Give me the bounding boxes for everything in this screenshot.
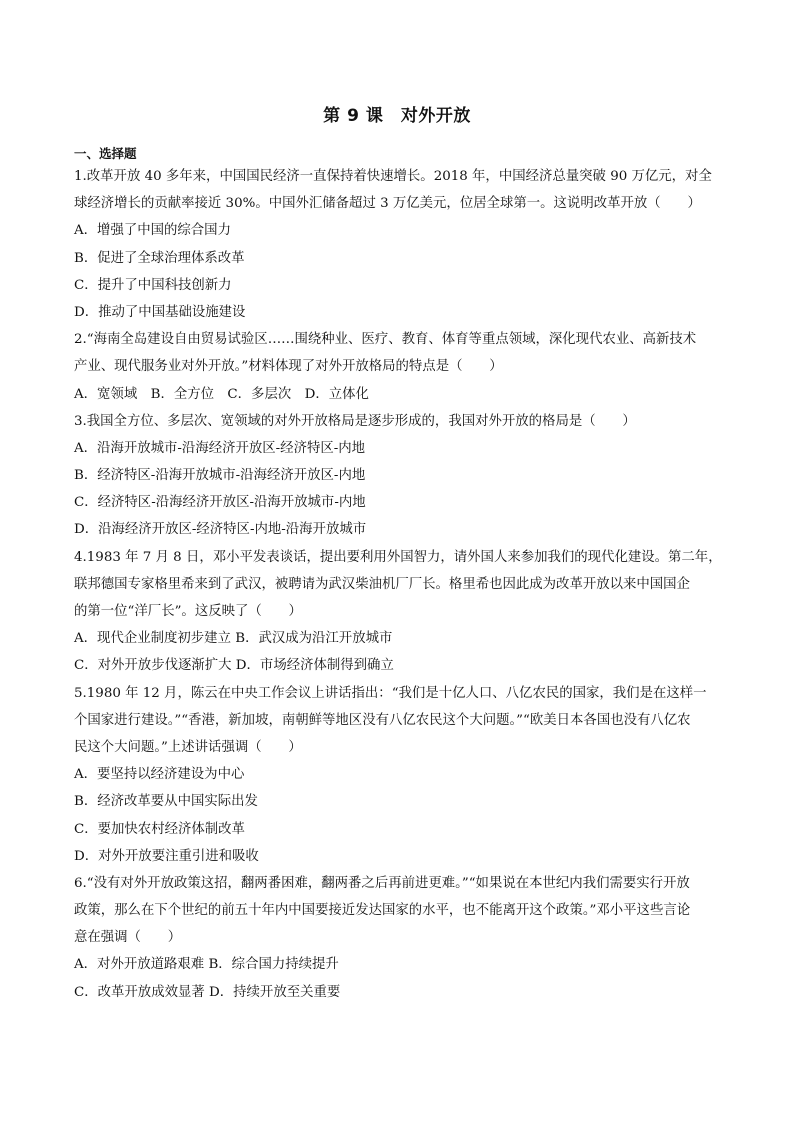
option-line: D．沿海经济开放区-经济特区-内地-沿海开放城市: [74, 522, 367, 538]
option-line: D．对外开放要注重引进和吸收: [74, 848, 259, 864]
option-line: D．推动了中国基础设施建设: [74, 304, 246, 320]
option-line: A．要坚持以经济建设为中心: [74, 767, 245, 783]
option-line: B．促进了全球治理体系改革: [74, 250, 245, 266]
option-line: A．沿海开放城市-沿海经济开放区-经济特区-内地: [74, 440, 366, 456]
option-line: A．增强了中国的综合国力: [74, 223, 231, 239]
option-line: C．提升了中国科技创新力: [74, 277, 232, 293]
question-stem-line: 2.“海南全岛建设自由贸易试验区……围绕种业、医疗、教育、体育等重点领域，深化现代农业、高新技术: [74, 332, 697, 348]
question-stem-line: 球经济增长的贡献率接近 30%。中国外汇储备超过 3 万亿美元，位居全球第一。这说明改革开放（ ）: [74, 196, 701, 212]
option-line: C．要加快农村经济体制改革: [74, 821, 245, 837]
question-stem-line: 联邦德国专家格里希来到了武汉，被聘请为武汉柴油机厂厂长。格里希也因此成为改革开放以来中国国企: [74, 576, 690, 592]
page-title: 第 9 课 对外开放: [323, 106, 471, 126]
question-stem-line: 6.“没有对外开放政策这招，翻两番困难，翻两番之后再前进更难。”“如果说在本世纪内我们需要实行开放: [74, 875, 690, 891]
question-stem-line: 政策，那么在下个世纪的前五十年内中国要接近发达国家的水平，也不能离开这个政策。”邓小平这些言论: [74, 903, 691, 919]
question-stem-line: 5.1980 年 12 月，陈云在中央工作会议上讲话指出：“我们是十亿人口、八亿农民的国家，我们是在这样一: [74, 685, 707, 701]
question-stem-line: 意在强调（ ）: [74, 930, 182, 946]
question-1: [74, 163, 724, 326]
question-stem-line: 4.1983 年 7 月 8 日，邓小平发表谈话，提出要利用外国智力，请外国人来参加我们的现代化建设。第二年，: [74, 549, 722, 565]
question-stem-line: 产业、现代服务业对外开放。”材料体现了对外开放格局的特点是（ ）: [74, 359, 503, 375]
option-line: A．现代企业制度初步建立 B．武汉成为沿江开放城市: [74, 631, 393, 647]
question-2: [74, 326, 724, 408]
option-line: A．对外开放道路艰难 B．综合国力持续提升: [74, 957, 339, 973]
option-line: C．对外开放步伐逐渐扩大 D．市场经济体制得到确立: [74, 658, 394, 674]
option-line: B．经济特区-沿海开放城市-沿海经济开放区-内地: [74, 468, 366, 484]
question-stem-line: 民这个大问题。”上述讲话强调（ ）: [74, 739, 302, 755]
option-line: B．经济改革要从中国实际出发: [74, 794, 258, 810]
option-line: C．改革开放成效显著 D．持续开放至关重要: [74, 984, 341, 1000]
question-stem-line: 个国家进行建设。”“香港，新加坡，南朝鲜等地区没有八亿农民这个大问题。”“欧美日本各国也没有八亿农: [74, 712, 691, 728]
question-3: [74, 408, 724, 544]
question-stem-line: 3.我国全方位、多层次、宽领域的对外开放格局是逐步形成的，我国对外开放的格局是（ ）: [74, 413, 636, 429]
question-4: [74, 544, 724, 680]
question-list: [74, 163, 724, 1006]
section-heading: 一、选择题: [74, 146, 137, 161]
question-5: [74, 680, 724, 870]
option-line: C．经济特区-沿海经济开放区-沿海开放城市-内地: [74, 495, 366, 511]
option-line: A．宽领域 B．全方位 C．多层次 D．立体化: [74, 386, 369, 402]
question-stem-line: 1.改革开放 40 多年来，中国国民经济一直保持着快速增长。2018 年，中国经济总量突破 90 万亿元，对全: [74, 169, 712, 184]
question-6: [74, 870, 724, 1006]
question-stem-line: 的第一位“洋厂长”。这反映了（ ）: [74, 604, 302, 619]
